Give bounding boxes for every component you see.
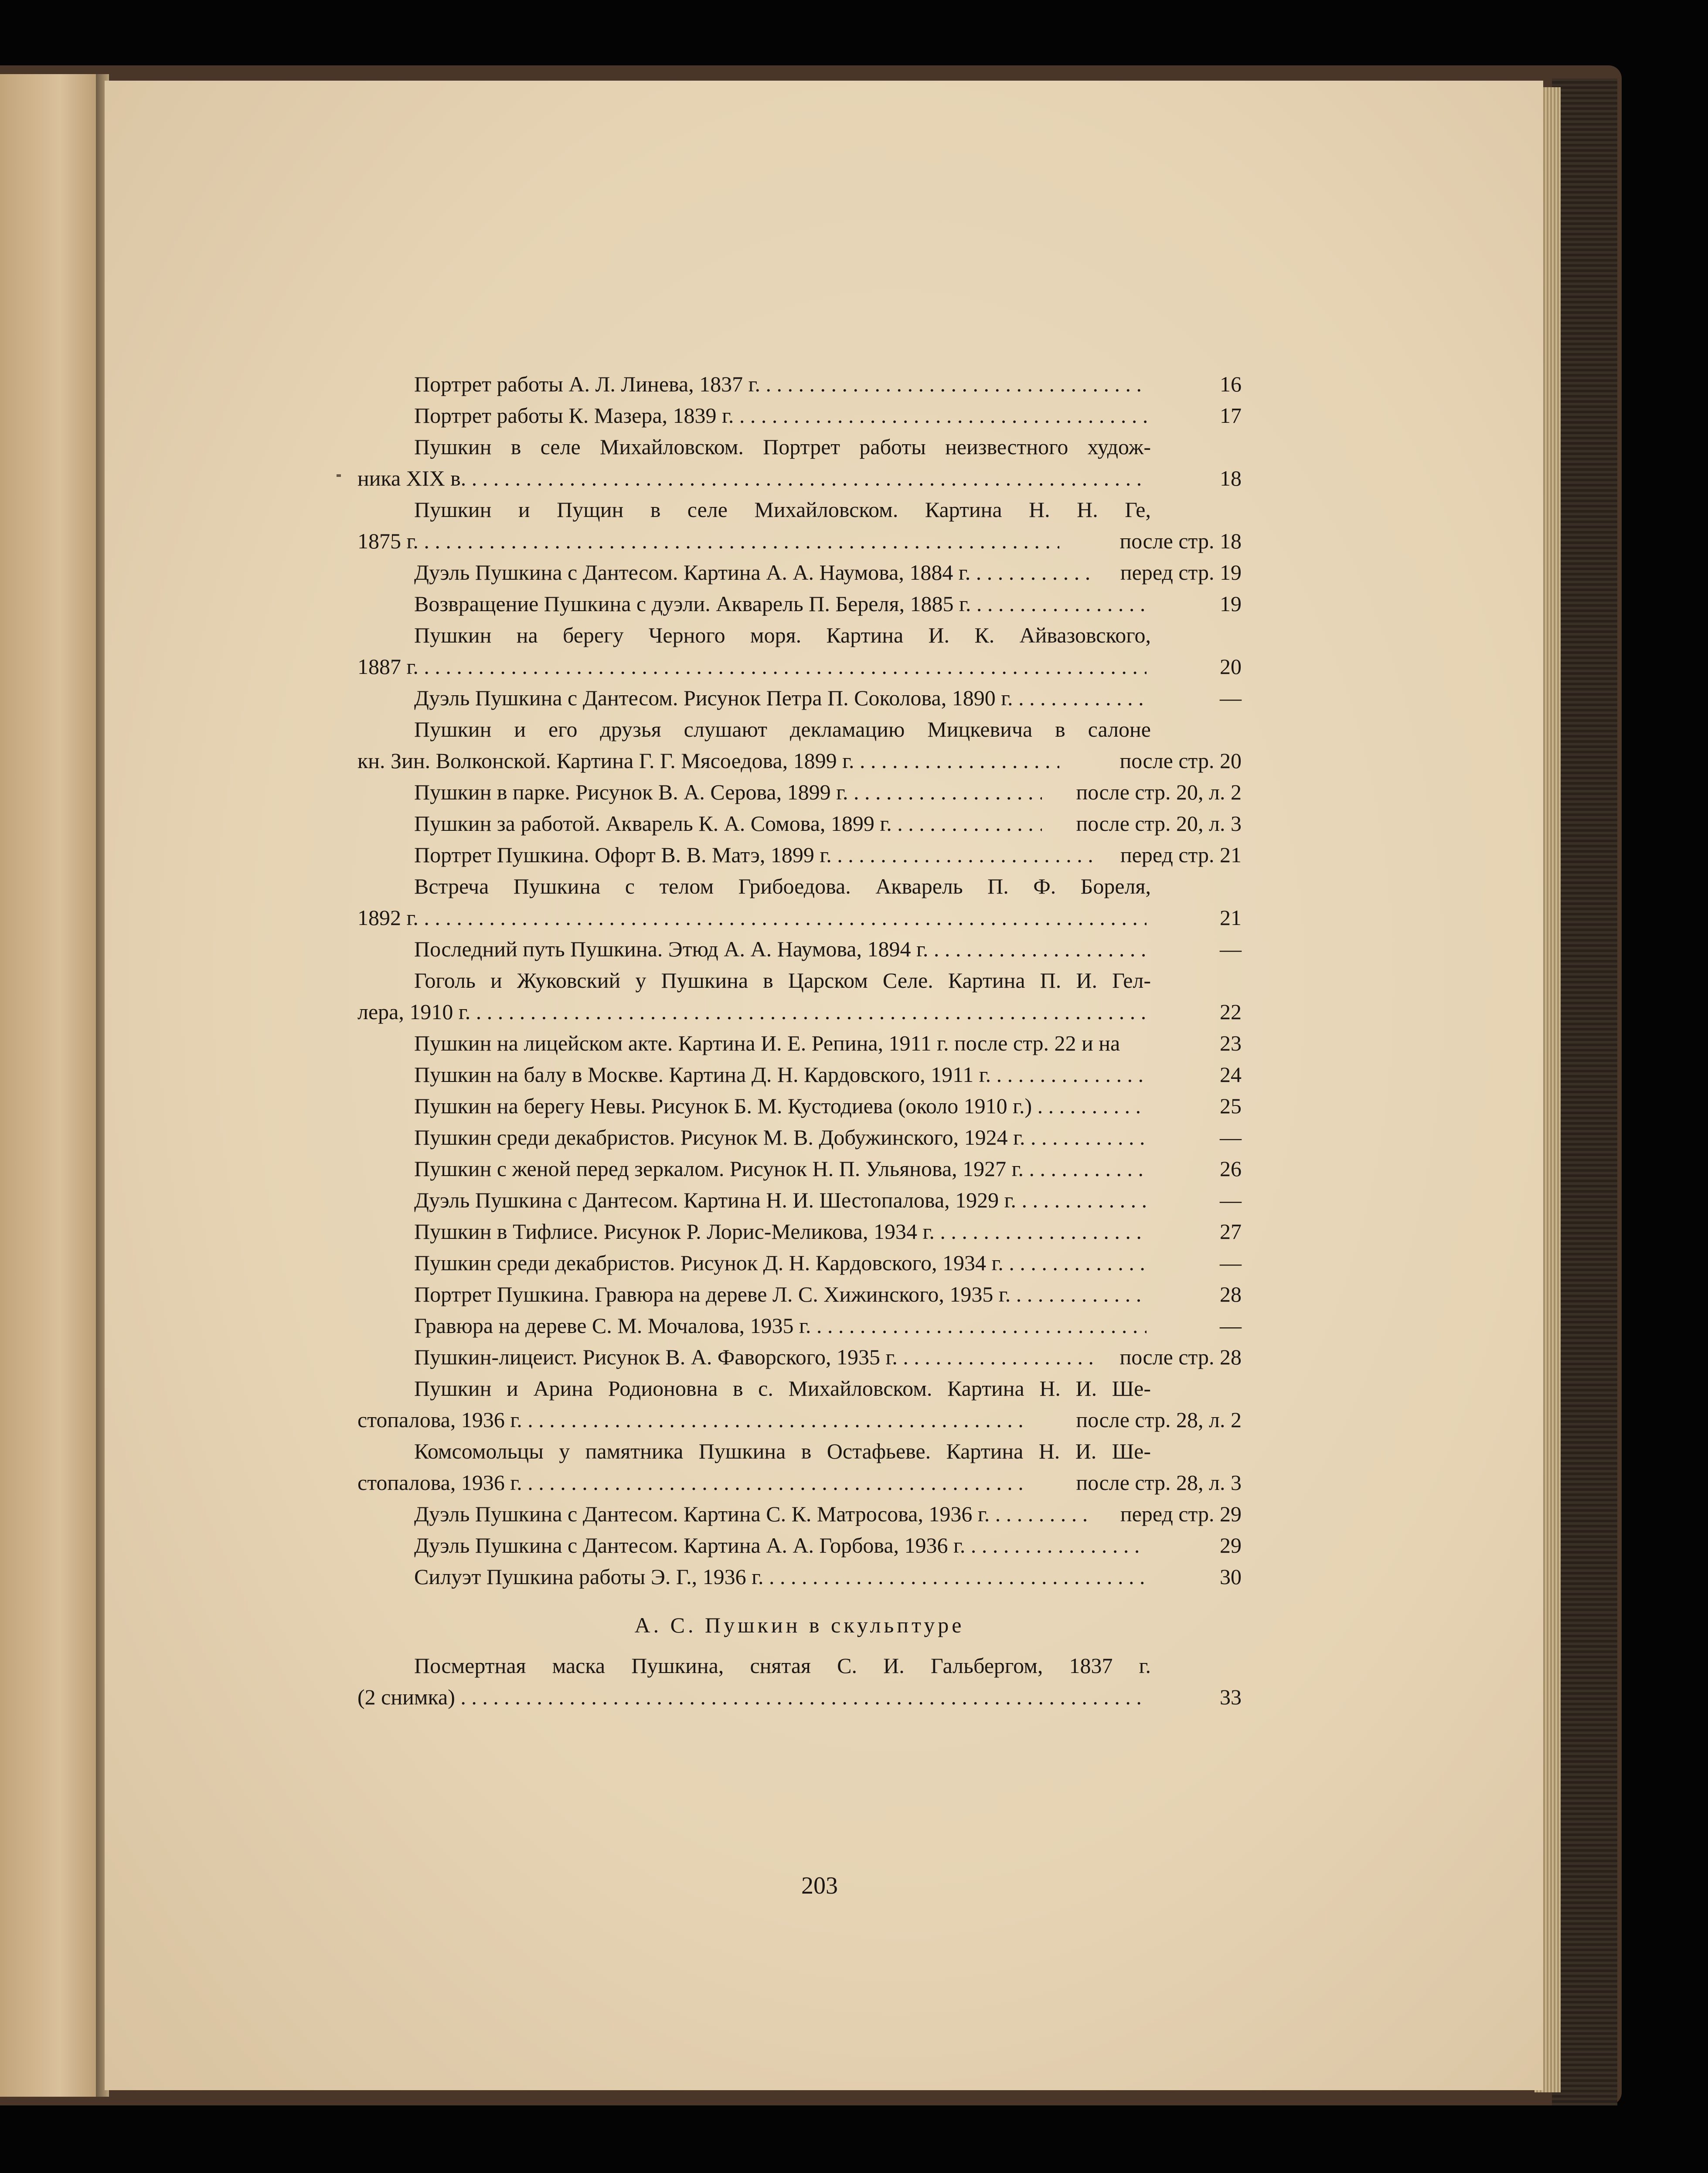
toc-entry-title-line: ника XIX в. . . . (357, 462, 1147, 494)
toc-entry-page: — (1220, 1188, 1242, 1212)
toc-entry-title: Дуэль Пушкина с Дантесом. Рисунок Петра П. Соколова, 1890 г. . . . (414, 682, 1147, 714)
toc-entry-title: Пушкин с женой перед зеркалом. Рисунок Н. П. Ульянова, 1927 г. . . . (414, 1153, 1147, 1184)
toc-entry-page: 25 (1220, 1094, 1242, 1118)
toc-entry-title: Пушкин на балу в Москве. Картина Д. Н. Кардовского, 1911 г. . . . (414, 1059, 1147, 1090)
toc-entry-page: 24 (1220, 1062, 1242, 1087)
toc-entry-title: Портрет Пушкина. Офорт В. В. Матэ, 1899 г. . . . (414, 839, 1094, 871)
toc-entry-page: 30 (1220, 1564, 1242, 1589)
toc-entry-title: Портрет Пушкина. Гравюра на дереве Л. С. Хижинского, 1935 г. . . . (414, 1279, 1147, 1310)
toc-entry-title-line: Пушкин в селе Михайловском. Портрет работы неизвестного худож- (414, 435, 1151, 459)
toc-entry-page: после стр. 20, л. 2 (1076, 780, 1242, 804)
toc-entry-title-line: стопалова, 1936 г. . . . (357, 1404, 1029, 1435)
toc-entry-title: Силуэт Пушкина работы Э. Г., 1936 г. . . . (414, 1561, 1147, 1592)
toc-entry-title: Пушкин в Тифлисе. Рисунок Р. Лорис-Меликова, 1934 г. . . . (414, 1216, 1147, 1247)
toc-entry-title-line: лера, 1910 г. . . . (357, 996, 1147, 1027)
toc-entry-title: Портрет работы А. Л. Линева, 1837 г. . . . (414, 368, 1147, 400)
left-page-edge (0, 74, 100, 2097)
toc-entry-page: 20 (1220, 654, 1242, 679)
toc-entry-page: 17 (1220, 403, 1242, 428)
toc-entry-title-line: Посмертная маска Пушкина, снятая С. И. Гальбергом, 1837 г. (414, 1653, 1151, 1678)
toc-entry-page: — (1220, 1313, 1242, 1338)
toc-entry-page: после стр. 20, л. 3 (1076, 811, 1242, 836)
toc-entry-page: — (1220, 1251, 1242, 1275)
toc-entry-title: Пушкин-лицеист. Рисунок В. А. Фаворского, 1935 г. . . . (414, 1341, 1094, 1373)
margin-mark (337, 474, 341, 477)
toc-entry-title: Пушкин среди декабристов. Рисунок М. В. Добужинского, 1924 г. . . . (414, 1122, 1147, 1153)
back-cover-cloth (1552, 78, 1617, 2105)
toc-entry-page: после стр. 20 (1119, 748, 1242, 773)
toc-entry-title-line: 1892 г. . . . (357, 902, 1147, 933)
toc-entry-title-line: 1887 г. . . . (357, 651, 1147, 682)
toc-entry-title: Дуэль Пушкина с Дантесом. Картина Н. И. Шестопалова, 1929 г. . . . (414, 1184, 1147, 1216)
toc-entry-title-line: Пушкин и его друзья слушают декламацию Мицкевича в салоне (414, 717, 1151, 741)
toc-entry-title: Портрет работы К. Мазера, 1839 г. . . . (414, 400, 1147, 431)
toc-entry-title: Дуэль Пушкина с Дантесом. Картина С. К. Матросова, 1936 г. . . . (414, 1498, 1094, 1530)
toc-entry-title-line: Пушкин на берегу Черного моря. Картина И. К. Айвазовского, (414, 623, 1151, 647)
toc-entry-title-line: Встреча Пушкина с телом Грибоедова. Акварель П. Ф. Бореля, (414, 874, 1151, 898)
toc-entry-page: 26 (1220, 1156, 1242, 1181)
toc-entry-title-line: Пушкин и Арина Родионовна в с. Михайловском. Картина Н. И. Ше- (414, 1376, 1151, 1401)
toc-entry-page: 23 (1220, 1031, 1242, 1055)
toc-entry-page: 19 (1220, 592, 1242, 616)
toc-entry-page: перед стр. 19 (1120, 560, 1242, 585)
toc-entry-page: 33 (1220, 1685, 1242, 1709)
toc-entry-title-line: Пушкин и Пущин в селе Михайловском. Картина Н. Н. Ге, (414, 497, 1151, 522)
toc-entry-title: Пушкин среди декабристов. Рисунок Д. Н. Кардовского, 1934 г. . . . (414, 1247, 1147, 1279)
toc-entry-page: после стр. 28, л. 3 (1076, 1470, 1242, 1495)
toc-entry-title: Гравюра на дереве С. М. Мочалова, 1935 г. . . . (414, 1310, 1147, 1341)
toc-entry-title-line: Гоголь и Жуковский у Пушкина в Царском Селе. Картина П. И. Гел- (414, 968, 1151, 993)
toc-entry-page: после стр. 28 (1119, 1345, 1242, 1369)
toc-entry-page: 22 (1220, 1000, 1242, 1024)
toc-entry-page: 16 (1220, 372, 1242, 396)
toc-entry-page: перед стр. 29 (1120, 1502, 1242, 1526)
toc-entry-page: — (1220, 686, 1242, 710)
toc-entry-page: после стр. 18 (1119, 529, 1242, 553)
toc-entry-title: Последний путь Пушкина. Этюд А. А. Наумова, 1894 г. . . . (414, 933, 1147, 965)
toc-entry-page: 29 (1220, 1533, 1242, 1557)
toc-entry-title: Пушкин в парке. Рисунок В. А. Серова, 1899 г. . . . (414, 776, 1042, 808)
toc-entry-page: после стр. 28, л. 2 (1076, 1408, 1242, 1432)
toc-entry-page: 21 (1220, 905, 1242, 930)
toc-entry-title: Пушкин на берегу Невы. Рисунок Б. М. Кустодиева (около 1910 г.) . . . (414, 1090, 1147, 1122)
toc-entry-page: 27 (1220, 1219, 1242, 1244)
toc-entry-title: Пушкин на лицейском акте. Картина И. Е. Репина, 1911 г. после стр. 22 и на (414, 1031, 1120, 1055)
toc-entry-title: Дуэль Пушкина с Дантесом. Картина А. А. Наумова, 1884 г. . . . (414, 557, 1094, 588)
toc-entry-title-line: стопалова, 1936 г. . . . (357, 1467, 1029, 1498)
toc-entry-title: Возвращение Пушкина с дуэли. Акварель П. Береля, 1885 г. . . . (414, 588, 1147, 619)
section-heading: А. С. Пушкин в скульптуре (634, 1613, 965, 1637)
toc-entry-title-line: Комсомольцы у памятника Пушкина в Остафьеве. Картина Н. И. Ше- (414, 1439, 1151, 1463)
toc-entry-title-line: кн. Зин. Волконской. Картина Г. Г. Мясоедова, 1899 г. . . . (357, 745, 1059, 776)
toc-entry-page: 18 (1220, 466, 1242, 490)
toc-entry-title: Дуэль Пушкина с Дантесом. Картина А. А. Горбова, 1936 г. . . . (414, 1530, 1147, 1561)
toc-entry-page: — (1220, 1125, 1242, 1149)
toc-entry-title-line: 1875 г. . . . (357, 525, 1059, 557)
toc-entry-page: перед стр. 21 (1120, 843, 1242, 867)
toc-entry-page: — (1220, 937, 1242, 961)
toc-entry-page: 28 (1220, 1282, 1242, 1306)
toc-entry-title-line: (2 снимка) . . . (357, 1681, 1147, 1713)
page-number: 203 (801, 1872, 838, 1899)
toc-entry-title: Пушкин за работой. Акварель К. А. Сомова, 1899 г. . . . (414, 808, 1042, 839)
